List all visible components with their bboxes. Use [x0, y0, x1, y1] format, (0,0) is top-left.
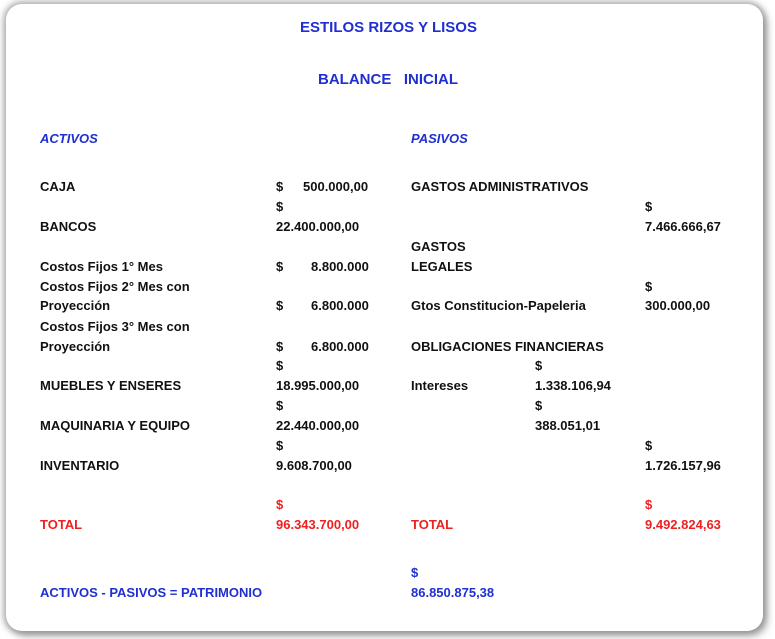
- patrimonio-label: ACTIVOS - PASIVOS = PATRIMONIO: [40, 585, 263, 600]
- costos3-label-line2: Proyección: [40, 339, 111, 354]
- muebles-currency: $: [276, 358, 284, 373]
- gastos-admin-label: GASTOS ADMINISTRATIVOS: [411, 179, 589, 194]
- capital-value: 388.051,01: [535, 418, 601, 433]
- gtos-constitucion-value: 300.000,00: [645, 298, 711, 313]
- patrimonio-value: 86.850.875,38: [411, 585, 495, 600]
- muebles-value: 18.995.000,00: [276, 378, 360, 393]
- activos-total-label: TOTAL: [40, 517, 83, 532]
- inventario-value: 9.608.700,00: [276, 458, 352, 473]
- costos2-label-line1: Costos Fijos 2° Mes con: [40, 279, 190, 294]
- costos2-label-line2: Proyección: [40, 298, 111, 313]
- bancos-value: 22.400.000,00: [276, 219, 360, 234]
- costos1-currency: $: [276, 259, 284, 274]
- intereses-value: 1.338.106,94: [535, 378, 611, 393]
- maquinaria-value: 22.440.000,00: [276, 418, 360, 433]
- company-title: ESTILOS RIZOS Y LISOS: [300, 19, 477, 36]
- gastos-admin-value: 7.466.666,67: [645, 219, 721, 234]
- muebles-label: MUEBLES Y ENSERES: [40, 378, 182, 393]
- activos-total-currency: $: [276, 497, 284, 512]
- inventario-label: INVENTARIO: [40, 458, 120, 473]
- gastos-legales-currency: $: [645, 279, 653, 294]
- costos2-value: 6.800.000: [311, 298, 369, 313]
- maquinaria-currency: $: [276, 398, 284, 413]
- bancos-currency: $: [276, 199, 284, 214]
- gastos-legales-label-line2: LEGALES: [411, 259, 473, 274]
- activos-heading: ACTIVOS: [40, 131, 98, 146]
- activos-total-value: 96.343.700,00: [276, 517, 360, 532]
- costos3-currency: $: [276, 339, 284, 354]
- pasivos-total-currency: $: [645, 497, 653, 512]
- intereses-currency: $: [535, 358, 543, 373]
- costos2-currency: $: [276, 298, 284, 313]
- pasivos-subtotal-currency: $: [645, 438, 653, 453]
- pasivos-total-value: 9.492.824,63: [645, 517, 721, 532]
- caja-currency: $: [276, 179, 284, 194]
- costos3-value: 6.800.000: [311, 339, 369, 354]
- maquinaria-label: MAQUINARIA Y EQUIPO: [40, 418, 191, 433]
- capital-currency: $: [535, 398, 543, 413]
- inventario-currency: $: [276, 438, 284, 453]
- caja-value: 500.000,00: [303, 179, 369, 194]
- costos3-label-line1: Costos Fijos 3° Mes con: [40, 319, 190, 334]
- obligaciones-label: OBLIGACIONES FINANCIERAS: [411, 339, 604, 354]
- caja-label: CAJA: [40, 179, 76, 194]
- pasivos-subtotal-value: 1.726.157,96: [645, 458, 721, 473]
- gtos-constitucion-label: Gtos Constitucion-Papeleria: [411, 298, 586, 313]
- gastos-admin-currency: $: [645, 199, 653, 214]
- costos1-label: Costos Fijos 1° Mes: [40, 259, 163, 274]
- patrimonio-currency: $: [411, 565, 419, 580]
- pasivos-total-label: TOTAL: [411, 517, 454, 532]
- intereses-label: Intereses: [411, 378, 469, 393]
- costos1-value: 8.800.000: [311, 259, 369, 274]
- report-title: BALANCE INICIAL: [318, 71, 458, 88]
- pasivos-heading: PASIVOS: [411, 131, 468, 146]
- bancos-label: BANCOS: [40, 219, 97, 234]
- gastos-legales-label-line1: GASTOS: [411, 239, 466, 254]
- balance-card: [6, 4, 763, 631]
